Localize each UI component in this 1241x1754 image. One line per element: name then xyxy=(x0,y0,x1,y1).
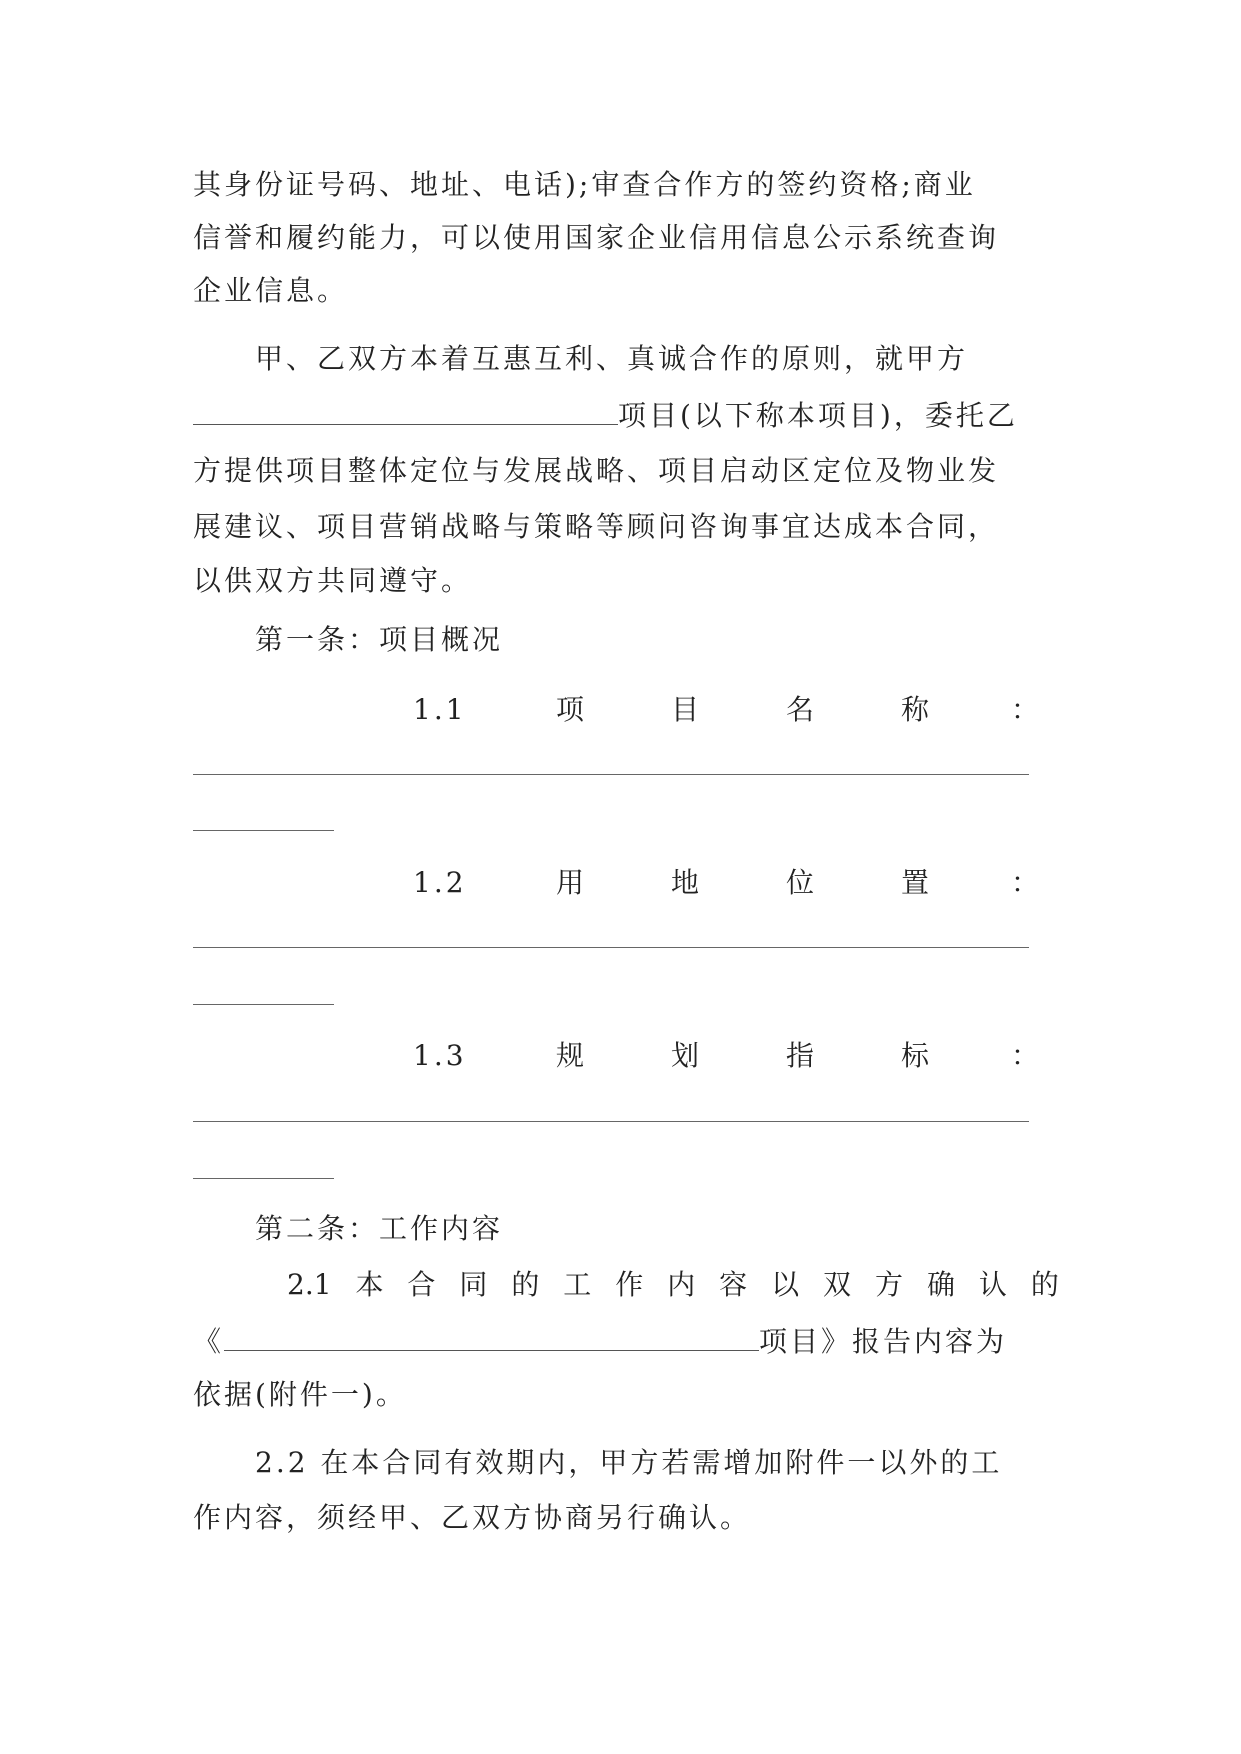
item-char: 标 xyxy=(901,1039,933,1072)
item-colon: ： xyxy=(1011,866,1043,899)
item-number: 1.2 xyxy=(413,866,467,899)
item-1-1-label xyxy=(0,690,1241,730)
open-bracket: 《 xyxy=(193,1325,225,1358)
item-colon: ： xyxy=(1011,1039,1043,1072)
paragraph-line: 展建议、项目营销战略与策略等顾问咨询事宜达成本合同， xyxy=(193,510,1000,543)
project-name-blank[interactable] xyxy=(193,394,618,425)
clause-char: 作 xyxy=(615,1268,644,1301)
item-number: 1.3 xyxy=(413,1039,467,1072)
paragraph-line: 甲、乙双方本着互惠互利、真诚合作的原则，就甲方 xyxy=(255,342,969,375)
clause-2-1-line-1 xyxy=(287,1265,1059,1305)
item-1-3-fill-line[interactable] xyxy=(193,1121,1029,1122)
clause-char: 方 xyxy=(875,1268,904,1301)
item-char: 用 xyxy=(556,866,588,899)
item-char: 划 xyxy=(671,1039,703,1072)
clause-char: 容 xyxy=(719,1268,748,1301)
paragraph-line: 以供双方共同遵守。 xyxy=(193,564,473,597)
clause-char: 双 xyxy=(823,1268,852,1301)
article-1-heading: 第一条：项目概况 xyxy=(255,623,504,656)
item-char: 地 xyxy=(671,866,703,899)
clause-2-1-line-3: 依据(附件一)。 xyxy=(193,1378,407,1411)
clause-2-2-line-1: 2.2 在本合同有效期内，甲方若需增加附件一以外的工 xyxy=(255,1446,1003,1479)
clause-char: 认 xyxy=(978,1268,1007,1301)
paragraph-line: 信誉和履约能力，可以使用国家企业信用信息公示系统查询 xyxy=(193,221,1000,254)
report-name-blank[interactable] xyxy=(224,1320,759,1351)
paragraph-text: 项目(以下称本项目)，委托乙 xyxy=(618,399,1018,432)
item-char: 位 xyxy=(786,866,818,899)
paragraph-text: 项目》报告内容为 xyxy=(759,1325,1008,1358)
paragraph-line: 方提供项目整体定位与发展战略、项目启动区定位及物业发 xyxy=(193,454,1000,487)
clause-2-2-line-2: 作内容，须经甲、乙双方协商另行确认。 xyxy=(193,1501,752,1534)
paragraph-line xyxy=(193,394,1059,434)
item-1-1-fill-line[interactable] xyxy=(193,774,1029,775)
clause-char: 的 xyxy=(511,1268,540,1301)
article-2-heading: 第二条：工作内容 xyxy=(255,1212,504,1245)
clause-char: 确 xyxy=(926,1268,955,1301)
item-char: 名 xyxy=(786,693,818,726)
item-char: 置 xyxy=(901,866,933,899)
clause-char: 本 xyxy=(355,1268,384,1301)
item-char: 指 xyxy=(786,1039,818,1072)
item-1-2-fill-line-cont[interactable] xyxy=(193,1004,334,1005)
item-1-3-fill-line-cont[interactable] xyxy=(193,1178,334,1179)
item-1-2-label xyxy=(0,863,1241,903)
clause-char: 内 xyxy=(667,1268,696,1301)
item-char: 规 xyxy=(556,1039,588,1072)
item-number: 1.1 xyxy=(413,693,467,726)
item-1-3-label xyxy=(0,1036,1241,1076)
item-1-2-fill-line[interactable] xyxy=(193,947,1029,948)
item-colon: ： xyxy=(1011,693,1043,726)
item-char: 目 xyxy=(671,693,703,726)
item-1-1-fill-line-cont[interactable] xyxy=(193,830,334,831)
clause-2-1-line-2 xyxy=(193,1320,1059,1360)
item-char: 称 xyxy=(901,693,933,726)
paragraph-line: 企业信息。 xyxy=(193,274,349,307)
clause-char: 的 xyxy=(1030,1268,1059,1301)
paragraph-line: 其身份证号码、地址、电话);审查合作方的签约资格;商业 xyxy=(193,168,976,201)
clause-char: 工 xyxy=(563,1268,592,1301)
clause-char: 合 xyxy=(407,1268,436,1301)
clause-char: 2.1 xyxy=(287,1268,332,1301)
clause-char: 同 xyxy=(459,1268,488,1301)
clause-char: 以 xyxy=(771,1268,800,1301)
item-char: 项 xyxy=(556,693,588,726)
